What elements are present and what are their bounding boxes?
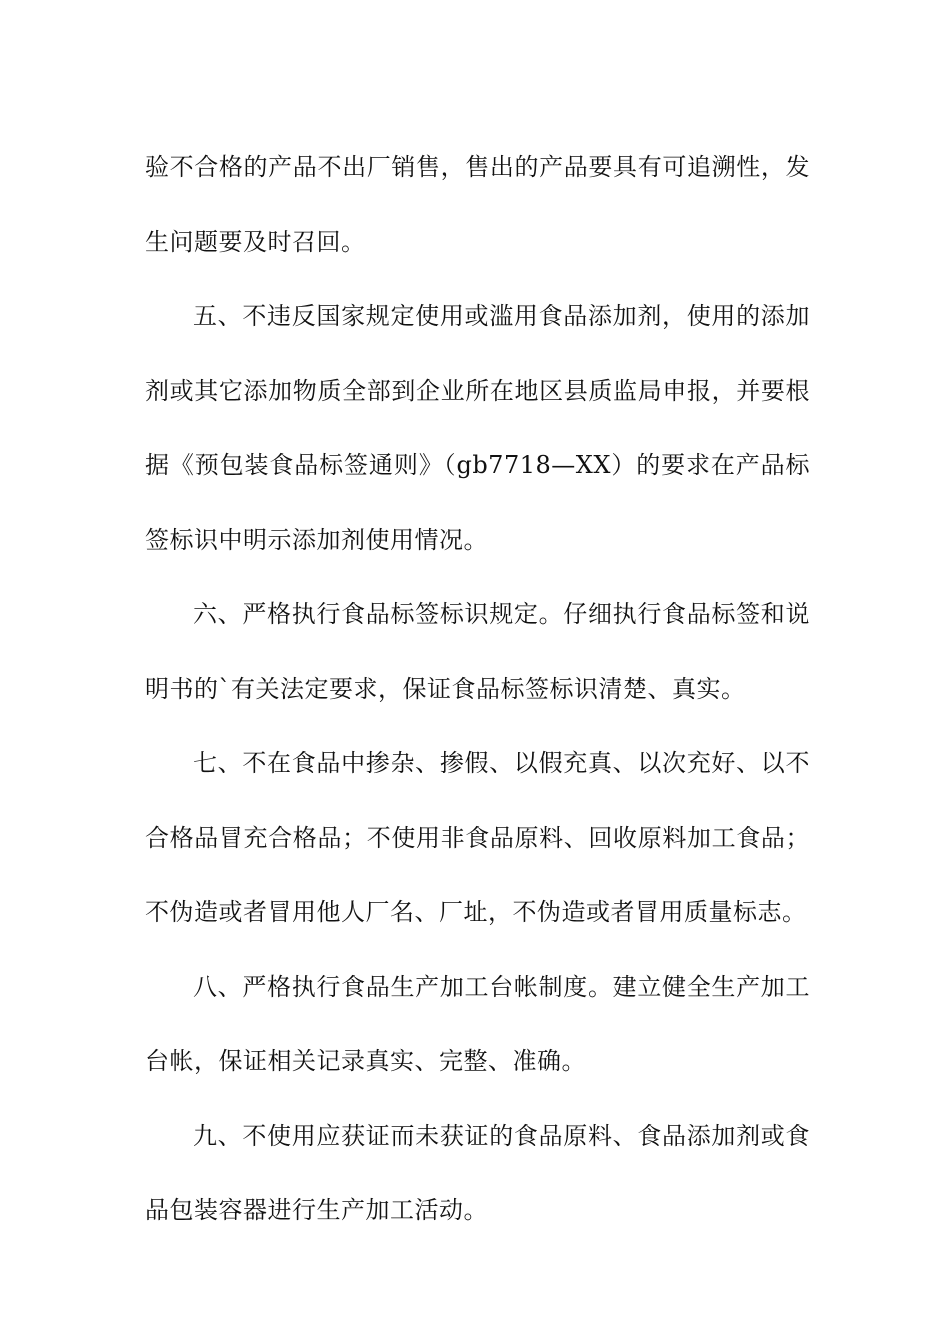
paragraph-continuation: 验不合格的产品不出厂销售，售出的产品要具有可追溯性，发生问题要及时召回。 — [145, 153, 810, 256]
document-body — [145, 130, 810, 1248]
paragraph-item-7: 七、不在食品中掺杂、掺假、以假充真、以次充好、以不合格品冒充合格品；不使用非食品原料、回收原料加工食品；不伪造或者冒用他人厂名、厂址，不伪造或者冒用质量标志。 — [145, 749, 810, 926]
paragraph-item-9: 九、不使用应获证而未获证的食品原料、食品添加剂或食品包装容器进行生产加工活动。 — [145, 1121, 810, 1224]
paragraph-item-6: 六、严格执行食品标签标识规定。仔细执行食品标签和说明书的`有关法定要求，保证食品标签标识清楚、真实。 — [145, 600, 810, 703]
paragraph-item-8: 八、严格执行食品生产加工台帐制度。建立健全生产加工台帐，保证相关记录真实、完整、准确。 — [145, 972, 810, 1075]
paragraph-item-5: 五、不违反国家规定使用或滥用食品添加剂，使用的添加剂或其它添加物质全部到企业所在地区县质监局申报，并要根据《预包装食品标签通则》（gb7718—XX）的要求在产品标签标识中明示添加剂使用情况。 — [145, 302, 810, 554]
